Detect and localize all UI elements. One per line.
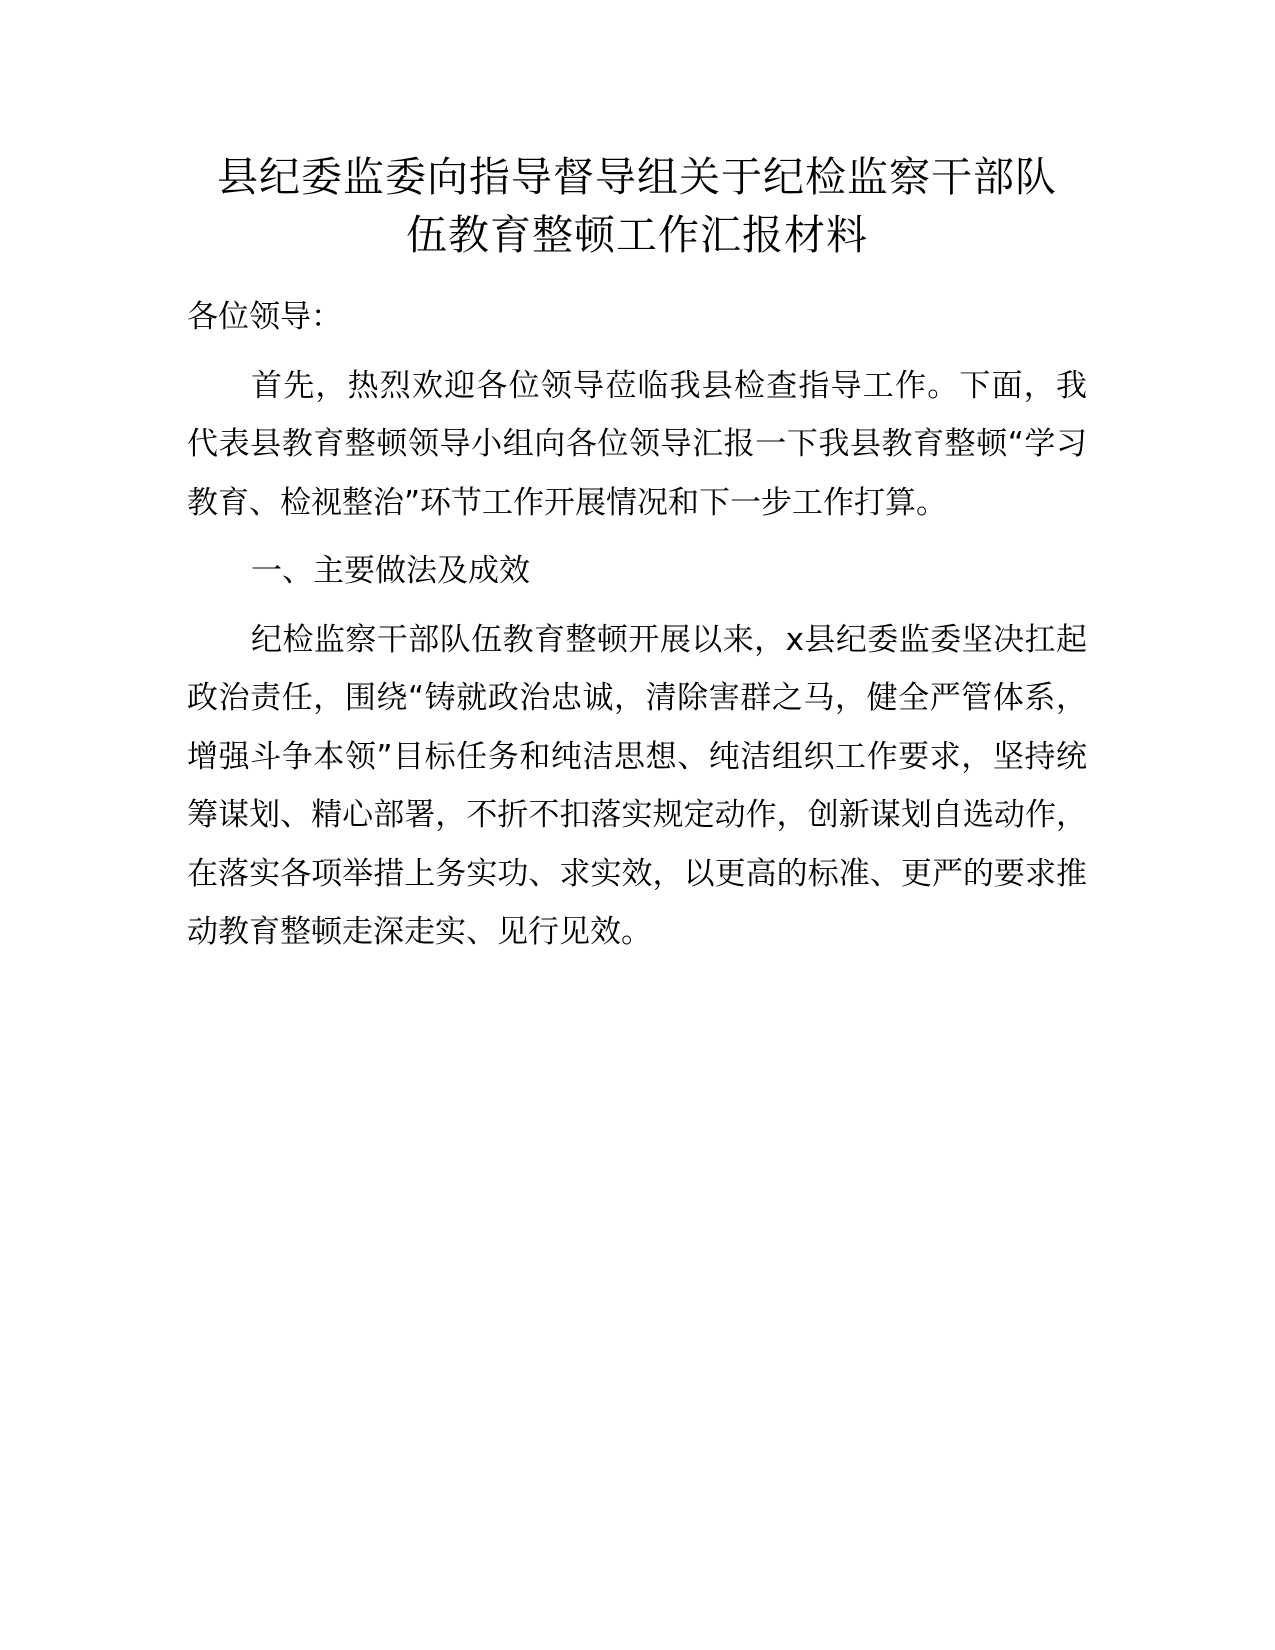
paragraph-intro: 首先，热烈欢迎各位领导莅临我县检查指导工作。下面，我代表县教育整顿领导小组向各位领导汇报一下我县教育整顿“学习教育、检视整治”环节工作开展情况和下一步工作打算。 xyxy=(187,367,1087,521)
document-body xyxy=(187,148,1087,962)
salutation: 各位领导： xyxy=(187,299,342,335)
paragraph-body: 纪检监察干部队伍教育整顿开展以来，x县纪委监委坚决扛起政治责任，围绕“铸就政治忠诚，清除害群之马，健全严管体系，增强斗争本领”目标任务和纯洁思想、纯洁组织工作要求，坚持统筹谋划、精心部署，不折不扣落实规定动作，创新谋划自选动作，在落实各项举措上务实功、求实效，以更高的标准、更严的要求推动教育整顿走深走实、见行见效。 xyxy=(187,621,1087,950)
title-line-1: 县纪委监委向指导督导组关于纪检监察干部队 xyxy=(217,153,1057,201)
document-title xyxy=(187,148,1087,264)
section-heading: 一、主要做法及成效 xyxy=(251,553,530,589)
title-line-2: 伍教育整顿工作汇报材料 xyxy=(406,211,868,259)
